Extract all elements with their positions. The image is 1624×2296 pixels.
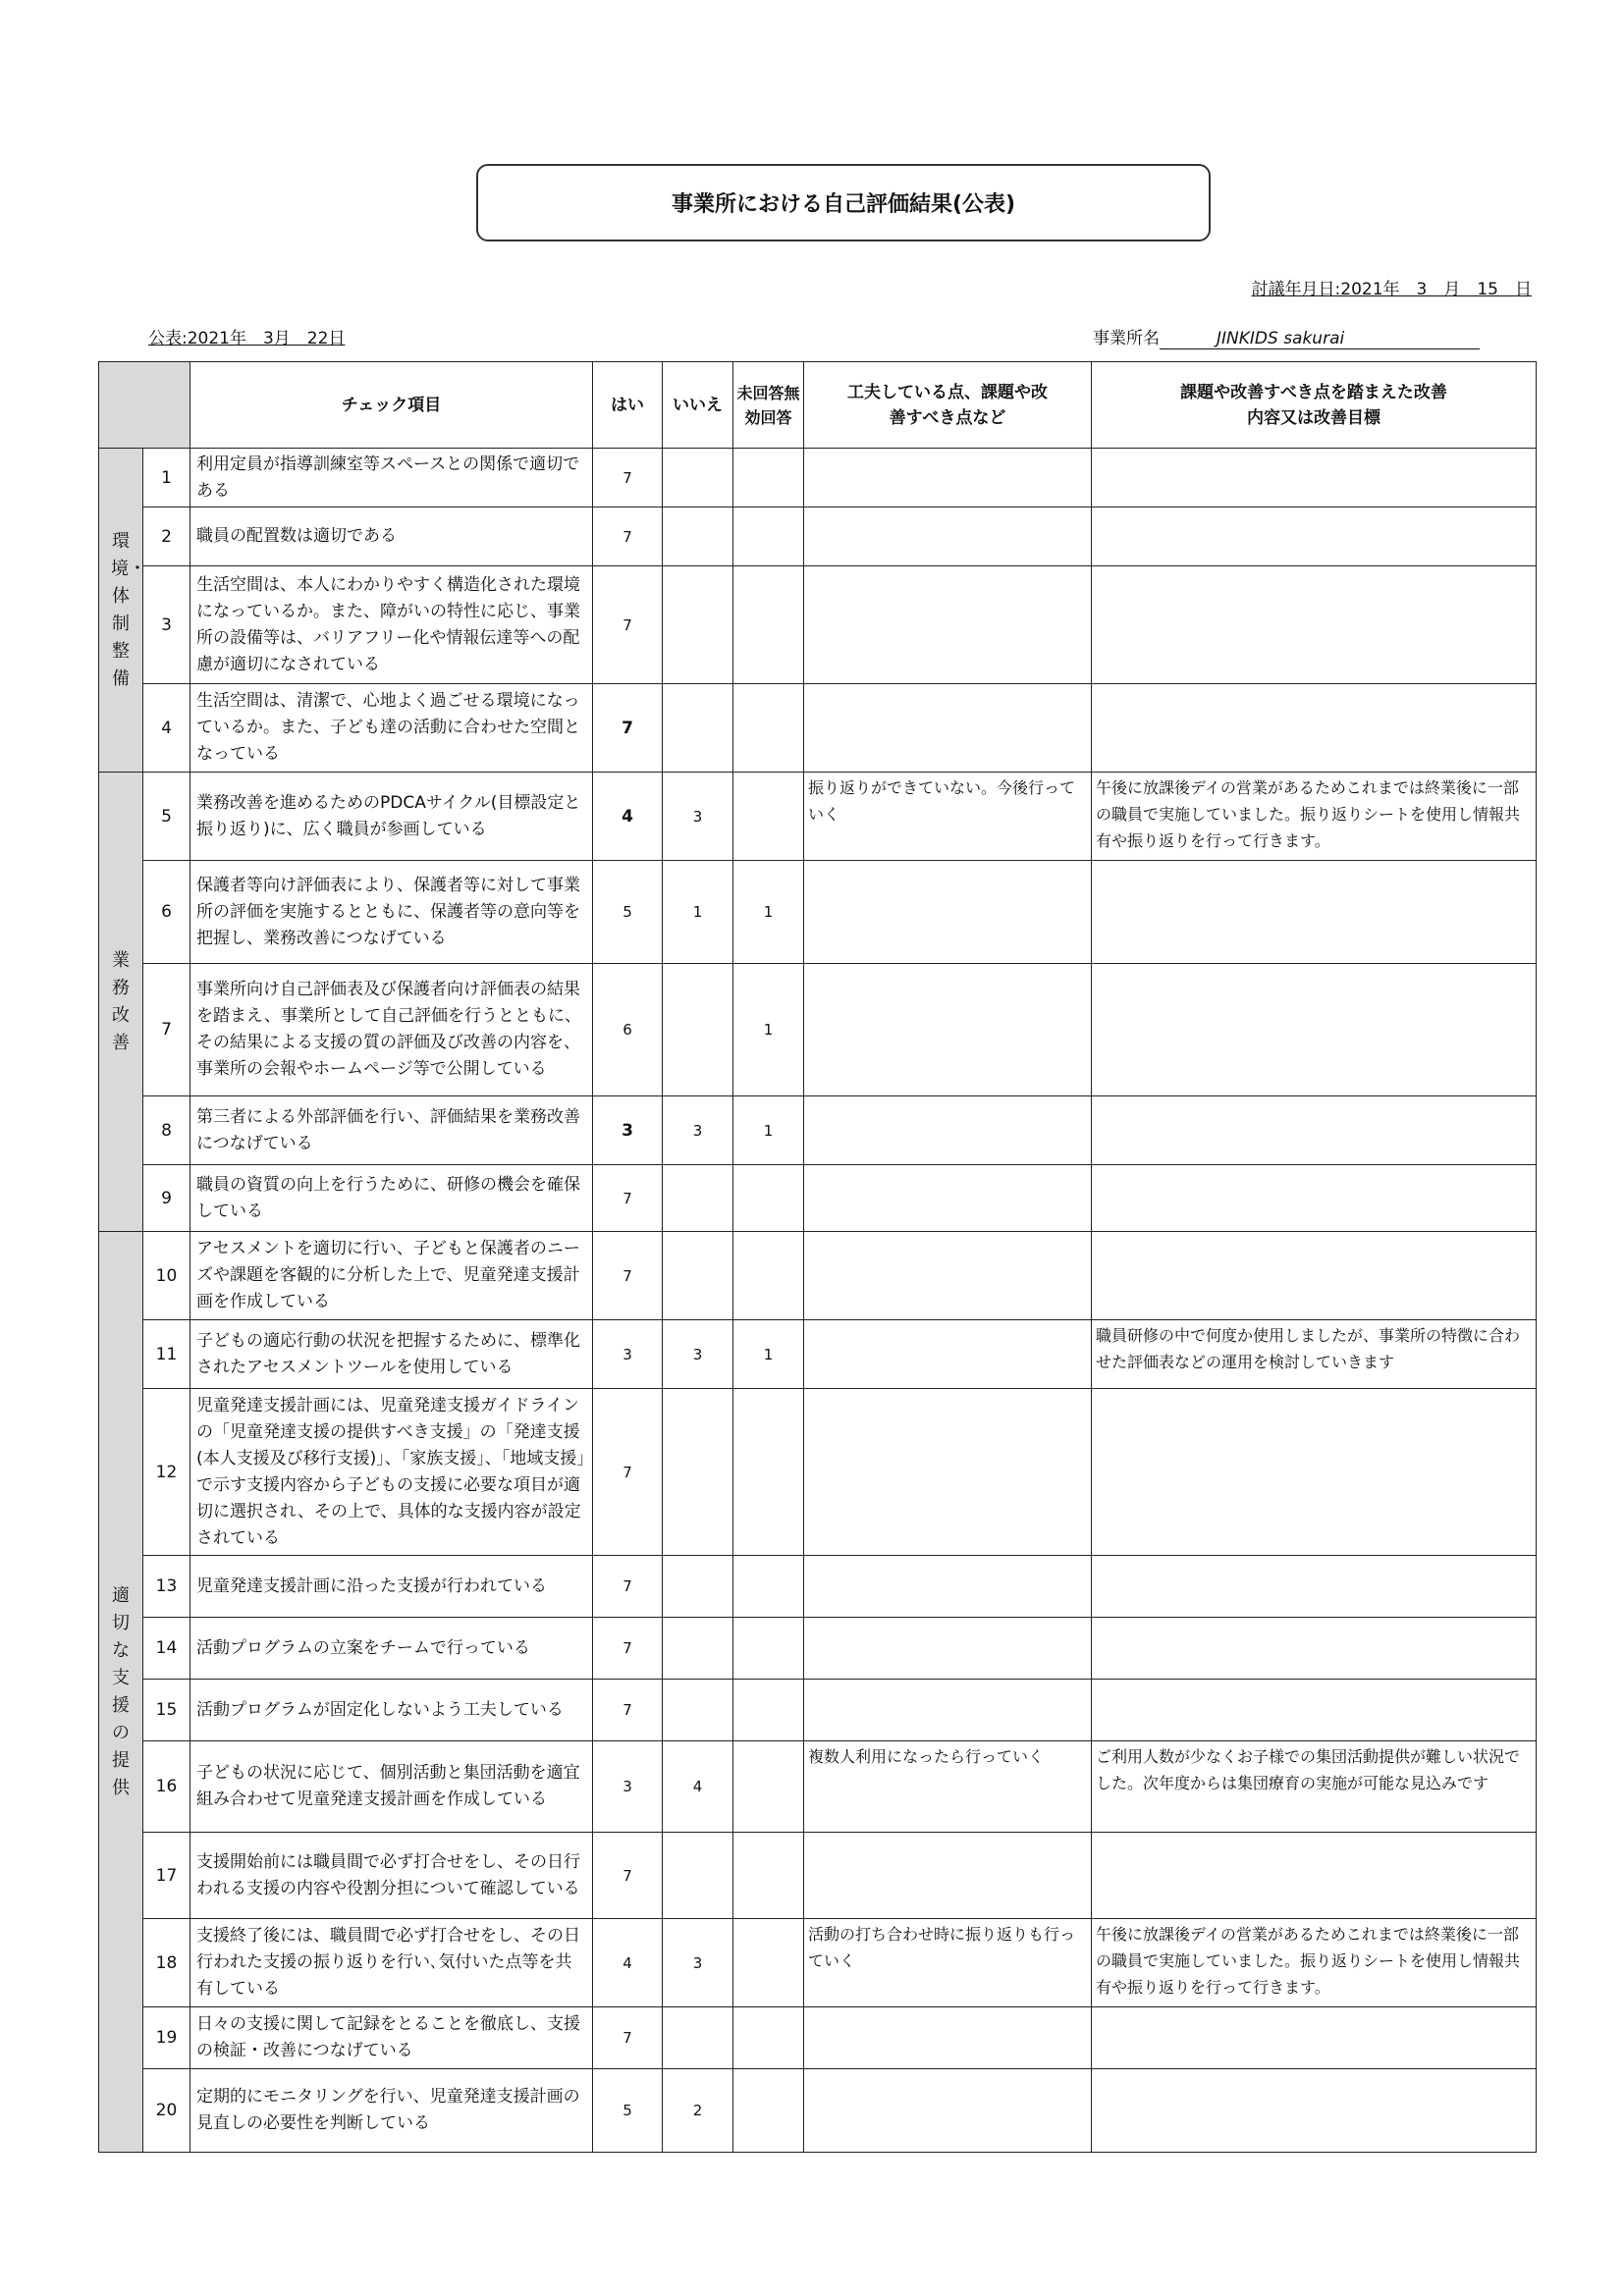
unanswered-count <box>733 566 804 684</box>
check-item: 定期的にモニタリングを行い、児童発達支援計画の見直しの必要性を判断している <box>190 2069 593 2153</box>
unanswered-count <box>733 1165 804 1232</box>
table-row <box>99 1833 1537 1919</box>
yes-count: 7 <box>593 2007 663 2069</box>
plans-note <box>1092 1232 1537 1320</box>
yes-count: 7 <box>593 684 663 773</box>
plans-note <box>1092 507 1537 566</box>
table-body <box>99 449 1537 2153</box>
no-count <box>663 2007 733 2069</box>
item-number: 16 <box>143 1741 190 1833</box>
check-item: アセスメントを適切に行い、子どもと保護者のニーズや課題を客観的に分析した上で、児童発達支援計画を作成している <box>190 1232 593 1320</box>
plans-note <box>1092 684 1537 773</box>
yes-count: 5 <box>593 2069 663 2153</box>
check-item: 児童発達支援計画に沿った支援が行われている <box>190 1556 593 1618</box>
unanswered-count: 1 <box>733 1096 804 1165</box>
item-number: 8 <box>143 1096 190 1165</box>
yes-count: 5 <box>593 861 663 964</box>
no-count <box>663 1618 733 1680</box>
unanswered-count <box>733 2069 804 2153</box>
efforts-note <box>804 1618 1092 1680</box>
table-row <box>99 449 1537 507</box>
unanswered-count <box>733 1389 804 1556</box>
item-number: 18 <box>143 1919 190 2007</box>
efforts-note <box>804 449 1092 507</box>
check-item: 利用定員が指導訓練室等スペースとの関係で適切である <box>190 449 593 507</box>
page-title: 事業所における自己評価結果(公表) <box>476 164 1211 241</box>
efforts-note <box>804 684 1092 773</box>
check-item: 生活空間は、本人にわかりやすく構造化された環境になっているか。また、障がいの特性に応じ、事業所の設備等は、バリアフリー化や情報伝達等への配慮が適切になされている <box>190 566 593 684</box>
no-count <box>663 566 733 684</box>
efforts-note: 活動の打ち合わせ時に振り返りも行っていく <box>804 1919 1092 2007</box>
category-label <box>99 449 146 773</box>
evaluation-table <box>98 361 1537 2153</box>
table-row <box>99 1232 1537 1320</box>
plans-note: 午後に放課後デイの営業があるためこれまでは終業後に一部の職員で実施していました。振り返りシートを使用し情報共有や振り返りを行って行きます。 <box>1092 773 1537 861</box>
publish-date: 公表:2021年 3月 22日 <box>148 329 346 348</box>
plans-note <box>1092 1618 1537 1680</box>
item-number: 2 <box>143 507 190 566</box>
plans-note: ご利用人数が少なくお子様での集団活動提供が難しい状況でした。次年度からは集団療育の実施が可能な見込みです <box>1092 1741 1537 1833</box>
item-number: 11 <box>143 1320 190 1389</box>
yes-count: 7 <box>593 449 663 507</box>
yes-count: 3 <box>593 1320 663 1389</box>
table-row <box>99 1919 1537 2007</box>
no-count: 3 <box>663 1096 733 1165</box>
plans-note <box>1092 1680 1537 1741</box>
plans-note: 職員研修の中で何度か使用しましたが、事業所の特徴に合わせた評価表などの運用を検討していきます <box>1092 1320 1537 1389</box>
no-count <box>663 1165 733 1232</box>
table-row <box>99 1618 1537 1680</box>
item-number: 14 <box>143 1618 190 1680</box>
discussion-date: 討議年月日:2021年 3 月 15 日 <box>1251 280 1532 299</box>
item-number: 10 <box>143 1232 190 1320</box>
check-item: 業務改善を進めるためのPDCAサイクル(目標設定と振り返り)に、広く職員が参画している <box>190 773 593 861</box>
unanswered-count <box>733 1618 804 1680</box>
plans-note <box>1092 1096 1537 1165</box>
unanswered-count <box>733 1680 804 1741</box>
efforts-note: 振り返りができていない。今後行っていく <box>804 773 1092 861</box>
item-number: 6 <box>143 861 190 964</box>
table-row <box>99 1165 1537 1232</box>
table-row <box>99 1389 1537 1556</box>
plans-note <box>1092 1165 1537 1232</box>
table-row <box>99 773 1537 861</box>
table-row <box>99 507 1537 566</box>
unanswered-count <box>733 507 804 566</box>
header-yes: はい <box>593 362 663 449</box>
check-item: 支援開始前には職員間で必ず打合せをし、その日行われる支援の内容や役割分担について確認している <box>190 1833 593 1919</box>
header-item: チェック項目 <box>190 362 593 449</box>
efforts-note <box>804 2007 1092 2069</box>
table-row <box>99 1556 1537 1618</box>
check-item: 事業所向け自己評価表及び保護者向け評価表の結果を踏まえ、事業所として自己評価を行うとともに、その結果による支援の質の評価及び改善の内容を、事業所の会報やホームページ等で公開している <box>190 964 593 1096</box>
table-row <box>99 2007 1537 2069</box>
yes-count: 4 <box>593 773 663 861</box>
table-row <box>99 566 1537 684</box>
efforts-note <box>804 2069 1092 2153</box>
category-label-text: 業務改善 <box>112 949 130 1053</box>
unanswered-count <box>733 2007 804 2069</box>
item-number: 4 <box>143 684 190 773</box>
item-number: 15 <box>143 1680 190 1741</box>
yes-count: 7 <box>593 1680 663 1741</box>
header-no: いいえ <box>663 362 733 449</box>
efforts-note <box>804 1833 1092 1919</box>
efforts-note <box>804 1096 1092 1165</box>
unanswered-count <box>733 1833 804 1919</box>
check-item: 第三者による外部評価を行い、評価結果を業務改善につなげている <box>190 1096 593 1165</box>
efforts-note <box>804 507 1092 566</box>
table-row <box>99 684 1537 773</box>
no-count <box>663 1556 733 1618</box>
item-number: 1 <box>143 449 190 507</box>
efforts-note <box>804 1165 1092 1232</box>
table-row <box>99 964 1537 1096</box>
category-label <box>99 773 143 1232</box>
table-row <box>99 1741 1537 1833</box>
category-label-text: 適切な支援の提供 <box>112 1584 130 1798</box>
header-row <box>99 362 1537 449</box>
yes-count: 3 <box>593 1741 663 1833</box>
plans-note <box>1092 964 1537 1096</box>
unanswered-count <box>733 449 804 507</box>
no-count: 3 <box>663 1320 733 1389</box>
yes-count: 7 <box>593 1389 663 1556</box>
item-number: 5 <box>143 773 190 861</box>
item-number: 19 <box>143 2007 190 2069</box>
efforts-note <box>804 1320 1092 1389</box>
check-item: 職員の資質の向上を行うために、研修の機会を確保している <box>190 1165 593 1232</box>
efforts-note <box>804 1389 1092 1556</box>
yes-count: 4 <box>593 1919 663 2007</box>
plans-note <box>1092 1389 1537 1556</box>
efforts-note <box>804 964 1092 1096</box>
no-count: 3 <box>663 773 733 861</box>
category-label <box>99 1232 143 2153</box>
no-count <box>663 964 733 1096</box>
efforts-note <box>804 861 1092 964</box>
yes-count: 6 <box>593 964 663 1096</box>
no-count <box>663 507 733 566</box>
plans-note <box>1092 1833 1537 1919</box>
unanswered-count: 1 <box>733 1320 804 1389</box>
office-name: JINKIDS sakurai <box>1160 329 1480 349</box>
unanswered-count <box>733 1741 804 1833</box>
yes-count: 7 <box>593 1833 663 1919</box>
efforts-note <box>804 566 1092 684</box>
check-item: 活動プログラムの立案をチームで行っている <box>190 1618 593 1680</box>
header-plans: 課題や改善すべき点を踏まえた改善内容又は改善目標 <box>1092 362 1537 449</box>
no-count <box>663 1232 733 1320</box>
plans-note <box>1092 2069 1537 2153</box>
yes-count: 7 <box>593 1556 663 1618</box>
item-number: 9 <box>143 1165 190 1232</box>
item-number: 7 <box>143 964 190 1096</box>
unanswered-count <box>733 773 804 861</box>
check-item: 子どもの状況に応じて、個別活動と集団活動を適宜組み合わせて児童発達支援計画を作成している <box>190 1741 593 1833</box>
plans-note <box>1092 2007 1537 2069</box>
unanswered-count <box>733 1556 804 1618</box>
no-count <box>663 449 733 507</box>
check-item: 活動プログラムが固定化しないよう工夫している <box>190 1680 593 1741</box>
header-efforts: 工夫している点、課題や改善すべき点など <box>804 362 1092 449</box>
item-number: 3 <box>143 566 190 684</box>
check-item: 日々の支援に関して記録をとることを徹底し、支援の検証・改善につなげている <box>190 2007 593 2069</box>
plans-note: 午後に放課後デイの営業があるためこれまでは終業後に一部の職員で実施していました。振り返りシートを使用し情報共有や振り返りを行って行きます。 <box>1092 1919 1537 2007</box>
header-corner <box>99 362 190 449</box>
plans-note <box>1092 1556 1537 1618</box>
table-row <box>99 1320 1537 1389</box>
no-count: 1 <box>663 861 733 964</box>
check-item: 支援終了後には、職員間で必ず打合せをし、その日行われた支援の振り返りを行い､気付いた点等を共有している <box>190 1919 593 2007</box>
plans-note <box>1092 861 1537 964</box>
yes-count: 7 <box>593 507 663 566</box>
no-count: 2 <box>663 2069 733 2153</box>
check-item: 子どもの適応行動の状況を把握するために、標準化されたアセスメントツールを使用している <box>190 1320 593 1389</box>
item-number: 20 <box>143 2069 190 2153</box>
item-number: 12 <box>143 1389 190 1556</box>
office-label: 事業所名 <box>1093 329 1160 348</box>
table-row <box>99 2069 1537 2153</box>
yes-count: 7 <box>593 1165 663 1232</box>
no-count <box>663 1680 733 1741</box>
no-count <box>663 684 733 773</box>
yes-count: 7 <box>593 1232 663 1320</box>
no-count: 3 <box>663 1919 733 2007</box>
yes-count: 7 <box>593 1618 663 1680</box>
efforts-note <box>804 1680 1092 1741</box>
no-count: 4 <box>663 1741 733 1833</box>
check-item: 生活空間は、清潔で、心地よく過ごせる環境になっているか。また、子ども達の活動に合わせた空間となっている <box>190 684 593 773</box>
unanswered-count: 1 <box>733 861 804 964</box>
efforts-note: 複数人利用になったら行っていく <box>804 1741 1092 1833</box>
table-row <box>99 1680 1537 1741</box>
table-row <box>99 1096 1537 1165</box>
table-row <box>99 861 1537 964</box>
plans-note <box>1092 566 1537 684</box>
check-item: 児童発達支援計画には、児童発達支援ガイドラインの「児童発達支援の提供すべき支援」の「発達支援(本人支援及び移行支援)」、「家族支援」、「地域支援」で示す支援内容から子どもの支援に必要な項目が適切に選択され、その上で、具体的な支援内容が設定されている <box>190 1389 593 1556</box>
no-count <box>663 1833 733 1919</box>
no-count <box>663 1389 733 1556</box>
check-item: 職員の配置数は適切である <box>190 507 593 566</box>
efforts-note <box>804 1232 1092 1320</box>
header-unanswered: 未回答無効回答 <box>733 362 804 449</box>
item-number: 17 <box>143 1833 190 1919</box>
yes-count: 3 <box>593 1096 663 1165</box>
category-label-text: 環境・体制整備 <box>111 530 146 689</box>
unanswered-count <box>733 1919 804 2007</box>
unanswered-count <box>733 684 804 773</box>
unanswered-count: 1 <box>733 964 804 1096</box>
office-info <box>1093 324 1480 349</box>
plans-note <box>1092 449 1537 507</box>
yes-count: 7 <box>593 566 663 684</box>
unanswered-count <box>733 1232 804 1320</box>
efforts-note <box>804 1556 1092 1618</box>
item-number: 13 <box>143 1556 190 1618</box>
check-item: 保護者等向け評価表により、保護者等に対して事業所の評価を実施するとともに、保護者等の意向等を把握し、業務改善につなげている <box>190 861 593 964</box>
